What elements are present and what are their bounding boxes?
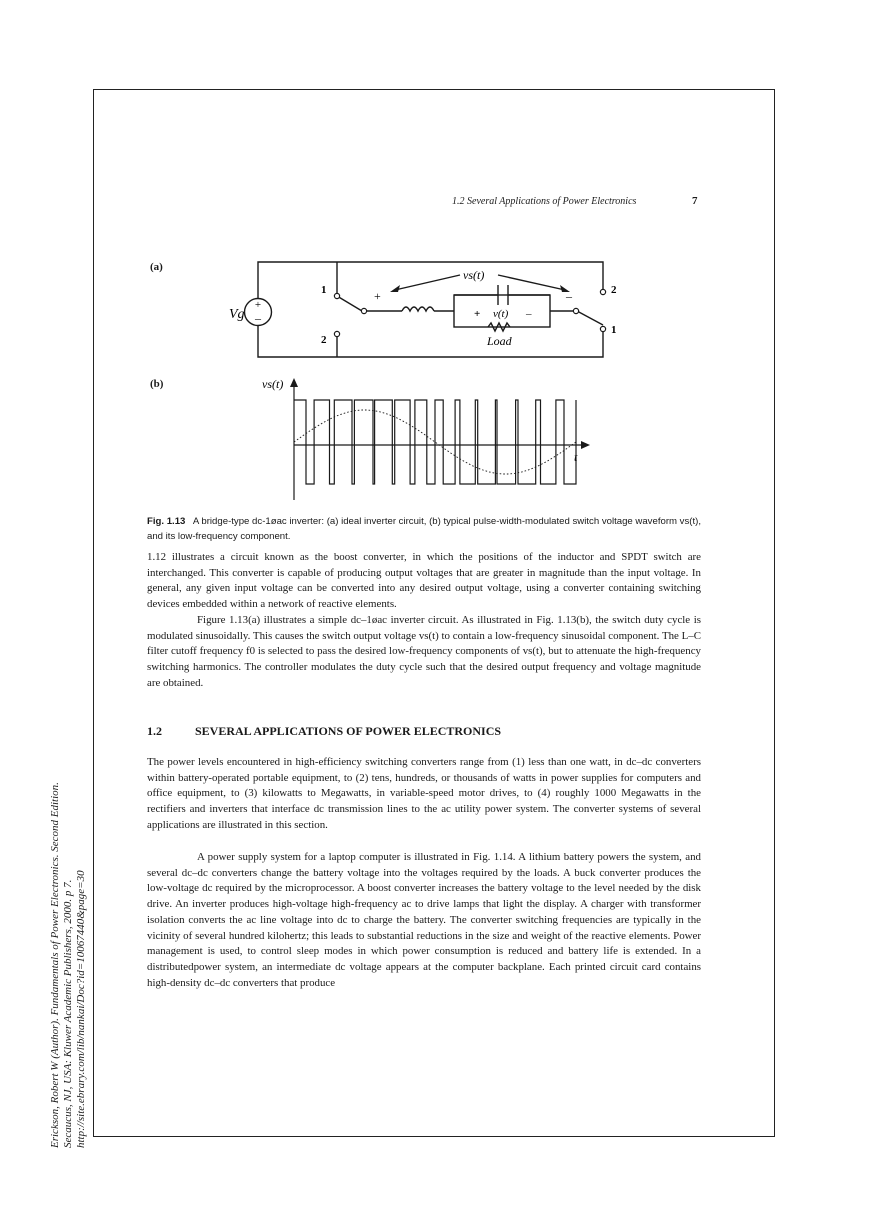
pwm-waveform-plot bbox=[0, 0, 869, 520]
load-label: Load bbox=[487, 334, 512, 348]
x-axis-arrowhead bbox=[581, 441, 590, 449]
panel-a-label: (a) bbox=[150, 261, 163, 273]
vt-label: v(t) bbox=[493, 308, 509, 320]
node-bottom-right: 1 bbox=[611, 324, 617, 336]
citation-side-note bbox=[49, 48, 88, 1148]
x-axis-label: t bbox=[574, 450, 578, 464]
page-number: 7 bbox=[692, 195, 698, 207]
y-axis-arrowhead bbox=[290, 378, 298, 387]
section-title: SEVERAL APPLICATIONS OF POWER ELECTRONICS bbox=[195, 724, 502, 738]
caption-figure-number: Fig. 1.13 bbox=[147, 516, 186, 527]
citation-line-3: http://site.ebrary.com/lib/nankai/Doc?id=10067440&page=30 bbox=[75, 870, 87, 1148]
source-minus-sign: – bbox=[255, 311, 261, 325]
citation-line-1: Erickson, Robert W (Author). Fundamentals of Power Electronics. Second Edition. bbox=[49, 782, 61, 1148]
vs-minus-sign: – bbox=[566, 289, 572, 303]
paragraph-boost-converter: 1.12 illustrates a circuit known as the boost converter, in which the positions of the inductor and SPDT switch are interchanged. This converter is capable of producing output voltages that are greater in magnitude than the input voltage. In general, any given input voltage can be converted into any desired output voltage, using a converter containing switching devices embedded within a network of reactive elements. bbox=[147, 551, 701, 611]
section-number: 1.2 bbox=[147, 724, 162, 738]
panel-b-label: (b) bbox=[150, 378, 164, 390]
node-top-right: 2 bbox=[611, 284, 617, 296]
node-top-left: 1 bbox=[321, 284, 327, 296]
running-head: 1.2 Several Applications of Power Electronics bbox=[452, 196, 637, 207]
pwm-switch-waveform bbox=[294, 400, 576, 484]
node-bottom-left: 2 bbox=[321, 334, 327, 346]
paragraph-power-levels: The power levels encountered in high-efficiency switching converters range from (1) less than one watt, in dc–dc converters within battery-operated portable equipment, to (2) tens, hundreds, or thousands of watts in power supplies for computers and office equipment, to (3) kilowatts to Megawatts, in variable-speed motor drives, to (4) roughly 1000 Megawatts in the rectifiers and inverters that interface dc transmission lines to the ac utility power system. The converter systems of several applications are illustrated in this section. bbox=[147, 756, 701, 831]
paragraph-laptop-power-supply: A power supply system for a laptop computer is illustrated in Fig. 1.14. A lithium battery powers the system, and several dc–dc converters change the battery voltage into the voltages required by the loads. A buck converter produces the low-voltage dc required by the microprocessor. A boost converter increases the battery voltage to the level needed by the disk drive. An inverter produces high-voltage high-frequency ac to drive lamps that light the display. A charger with transformer isolation converts the ac line voltage into dc to charge the battery. The converter switching frequencies are typically in the vicinity of several hundred kilohertz; this leads to substantial reductions in the size and weight of the reactive elements. Power management is used, to control sleep modes in which power consumption is reduced and battery life is extended. In a distributedpower system, an intermediate dc voltage appears at the computer backplane. Each printed circuit card contains high-density dc–dc converters that produce bbox=[147, 851, 701, 989]
paragraph-inverter: Figure 1.13(a) illustrates a simple dc–1øac inverter circuit. As illustrated in Fig. 1.13(b), the switch duty cycle is modulated sinusoidally. This causes the switch output voltage vs(t) to contain a low-frequency sinusoidal component. The L–C filter cutoff frequency f0 is selected to pass the desired low-frequency components of vs(t), but to attenuate the high-frequency switching harmonics. The controller modulates the duty cycle such that the desired output frequency and voltage magnitude are obtained. bbox=[147, 614, 701, 689]
vs-label: vs(t) bbox=[463, 268, 485, 282]
source-plus-sign: + bbox=[254, 299, 262, 311]
source-label: Vg bbox=[229, 307, 245, 322]
caption-text: A bridge-type dc-1øac inverter: (a) ideal inverter circuit, (b) typical pulse-width-modulated switch voltage waveform vs(t), and its low-frequency component. bbox=[147, 516, 701, 542]
y-axis-label: vs(t) bbox=[262, 377, 284, 391]
figure-caption bbox=[147, 514, 701, 544]
section-heading bbox=[147, 724, 701, 739]
citation-line-2: Secaucus, NJ, USA: Kluwer Academic Publishers, 2000. p 7. bbox=[62, 879, 74, 1148]
vt-minus-sign: – bbox=[526, 308, 532, 320]
vt-plus-sign: + bbox=[474, 308, 481, 320]
vs-plus-sign: + bbox=[374, 289, 381, 303]
